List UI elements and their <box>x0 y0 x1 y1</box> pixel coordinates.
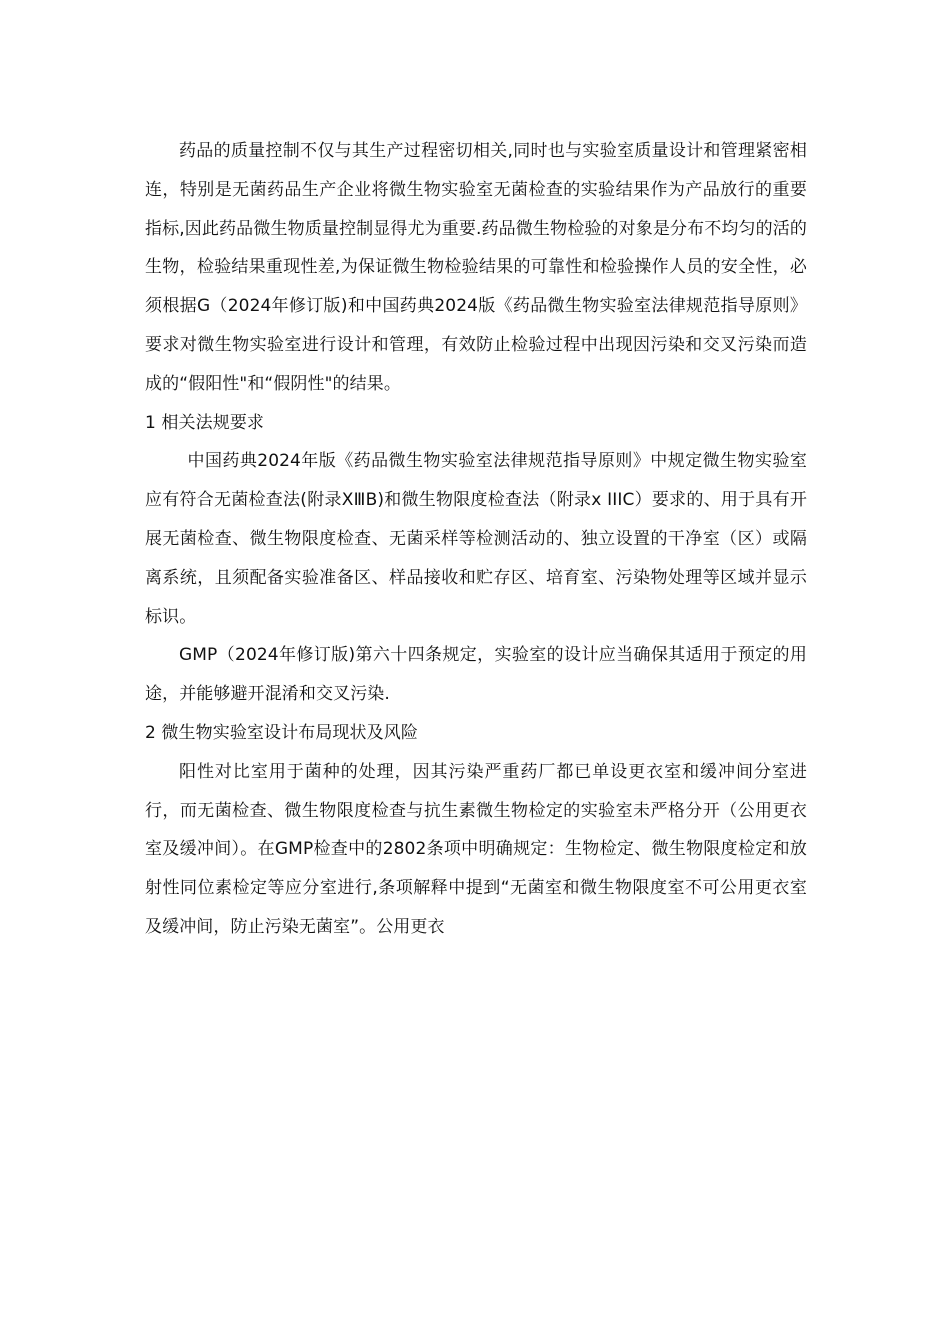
section-heading-2: 2 微生物实验室设计布局现状及风险 <box>145 722 418 743</box>
paragraph-regulations-pharmacopoeia: 中国药典2024年版《药品微生物实验室法律规范指导原则》中规定微生物实验室应有符合无菌检查法(附录XⅢB)和微生物限度检查法（附录x IIIC）要求的、用于具有开展无菌检查、微生物限度检查、无菌采样等检测活动的、独立设置的干净室（区）或隔离系统，且须配备实验准备区、样品接收和贮存区、培育室、污染物处理等区域并显示标识。 <box>145 451 807 627</box>
paragraph-regulations-gmp: GMP（2024年修订版)第六十四条规定，实验室的设计应当确保其适用于预定的用途，并能够避开混淆和交叉污染. <box>145 645 807 705</box>
paragraph-intro: 药品的质量控制不仅与其生产过程密切相关,同时也与实验室质量设计和管理紧密相连，特别是无菌药品生产企业将微生物实验室无菌检查的实验结果作为产品放行的重要指标,因此药品微生物质量控制显得尤为重要.药品微生物检验的对象是分布不均匀的活的生物，检验结果重现性差,为保证微生物检验结果的可靠性和检验操作人员的安全性，必须根据G（2024年修订版)和中国药典2024版《药品微生物实验室法律规范指导原则》要求对微生物实验室进行设计和管理，有效防止检验过程中出现因污染和交叉污染而造成的“假阳性"和“假阴性"的结果。 <box>145 141 807 394</box>
section-heading-1: 1 相关法规要求 <box>145 412 265 433</box>
paragraph-layout-risk: 阳性对比室用于菌种的处理，因其污染严重药厂都已单设更衣室和缓冲间分室进行，而无菌检查、微生物限度检查与抗生素微生物检定的实验室未严格分开（公用更衣室及缓冲间）。在GMP检查中的2802条项中明确规定：生物检定、微生物限度检定和放射性同位素检定等应分室进行,条项解释中提到“无菌室和微生物限度室不可公用更衣室及缓冲间，防止污染无菌室”。公用更衣 <box>145 761 807 937</box>
document-body <box>145 132 807 947</box>
